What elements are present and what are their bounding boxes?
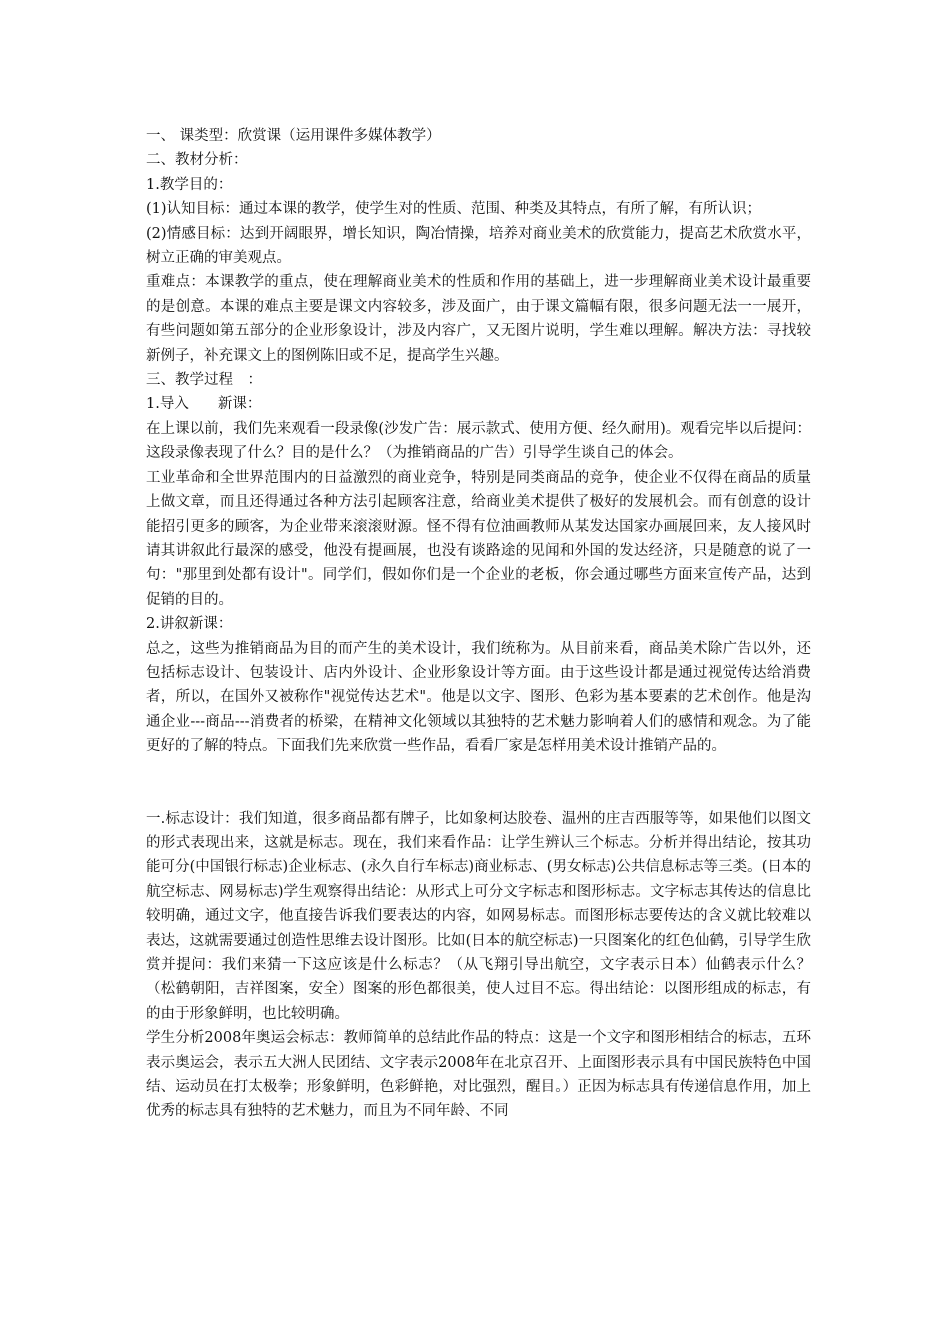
cognitive-goal-paragraph: (1)认知目标：通过本课的教学，使学生对的性质、范围、种类及其特点，有所了解，有所认识； [146,201,762,218]
intro-video-paragraph: 在上课以前，我们先来观看一段录像(沙发广告：展示款式、使用方便、经久耐用)。观看完毕以后提问：这段录像表现了什么？目的是什么？（为推销商品的广告）引导学生谈自己的体会。 [146,420,811,462]
lesson-type-line: 一、 课类型：欣赏课（运用课件多媒体教学） [146,128,441,144]
subheading-introduction: 1.导入 新课： [146,396,262,413]
section-heading-materials: 二、教材分析： [146,152,248,169]
key-difficulties-paragraph: 重难点：本课教学的重点，使在理解商业美术的性质和作用的基础上，进一步理解商业美术设计最重要的是创意。本课的难点主要是课文内容较多，涉及面广，由于课文篇幅有限，很多问题无法一一展开，有些问题如第五部分的企业形象设计，涉及内容广，又无图片说明，学生难以理解。解决方法：寻找较新例子，补充课文上的图例陈旧或不足，提高学生兴趣。 [146,274,811,364]
olympic-logo-paragraph: 学生分析2008年奥运会标志：教师简单的总结此作品的特点：这是一个文字和图形相结合的标志，五环表示奥运会，表示五大洲人民团结、文字表示2008年在北京召开、上面图形表示具有中国民族特色中国结、运动员在打太极拳；形象鲜明，色彩鲜艳，对比强烈，醒目。）正因为标志具有传递信息作用，加上优秀的标志具有独特的艺术魅力，而且为不同年龄、不同 [146,1030,811,1120]
section-heading-process: 三、教学过程 ： [146,372,262,389]
subheading-new-lesson: 2.讲叙新课： [146,616,233,633]
document-page [146,124,811,1124]
summary-paragraph: 总之，这些为推销商品为目的而产生的美术设计，我们统称为。从目前来看，商品美术除广告以外，还包括标志设计、包装设计、店内外设计、企业形象设计等方面。由于这些设计都是通过视觉传达给消费者，所以，在国外又被称作"视觉传达艺术"。他是以文字、图形、色彩为基本要素的艺术创作。他是沟通企业---商品---消费者的桥梁，在精神文化领域以其独特的艺术魅力影响着人们的感情和观念。为了能更好的了解的特点。下面我们先来欣赏一些作品，看看厂家是怎样用美术设计推销产品的。 [146,640,811,755]
industrial-revolution-paragraph: 工业革命和全世界范围内的日益激烈的商业竞争，特别是同类商品的竞争，使企业不仅得在商品的质量上做文章，而且还得通过各种方法引起顾客注意，给商业美术提供了极好的发展机会。而有创意的设计能招引更多的顾客，为企业带来滚滚财源。怪不得有位油画教师从某发达国家办画展回来，友人接风时请其讲叙此行最深的感受，他没有提画展，也没有谈路途的见闻和外国的发达经济，只是随意的说了一句："那里到处都有设计"。同学们，假如你们是一个企业的老板，你会通过哪些方面来宣传产品，达到促销的目的。 [146,469,811,608]
emotional-goal-paragraph: (2)情感目标：达到开阔眼界，增长知识，陶冶情操，培养对商业美术的欣赏能力，提高艺术欣赏水平，树立正确的审美观点。 [146,225,811,267]
logo-design-paragraph: 一.标志设计：我们知道，很多商品都有牌子，比如象柯达胶卷、温州的庄吉西服等等，如果他们以图文的形式表现出来，这就是标志。现在，我们来看作品：让学生辨认三个标志。分析并得出结论，按其功能可分(中国银行标志)企业标志、(永久自行车标志)商业标志、(男女标志)公共信息标志等三类。(日本的航空标志、网易标志)学生观察得出结论：从形式上可分文字标志和图形标志。文字标志其传达的信息比较明确，通过文字，他直接告诉我们要表达的内容，如网易标志。而图形标志要传达的含义就比较难以表达，这就需要通过创造性思维去设计图形。比如(日本的航空标志)一只图案化的红色仙鹤，引导学生欣赏并提问：我们来猜一下这应该是什么标志？（从飞翔引导出航空，文字表示日本）仙鹤表示什么？（松鹤朝阳，吉祥图案，安全）图案的形色都很美，使人过目不忘。得出结论：以图形组成的标志，有的由于形象鲜明，也比较明确。 [146,810,811,1022]
subheading-teaching-goals: 1.教学目的： [146,176,233,193]
blank-gap [146,759,811,807]
